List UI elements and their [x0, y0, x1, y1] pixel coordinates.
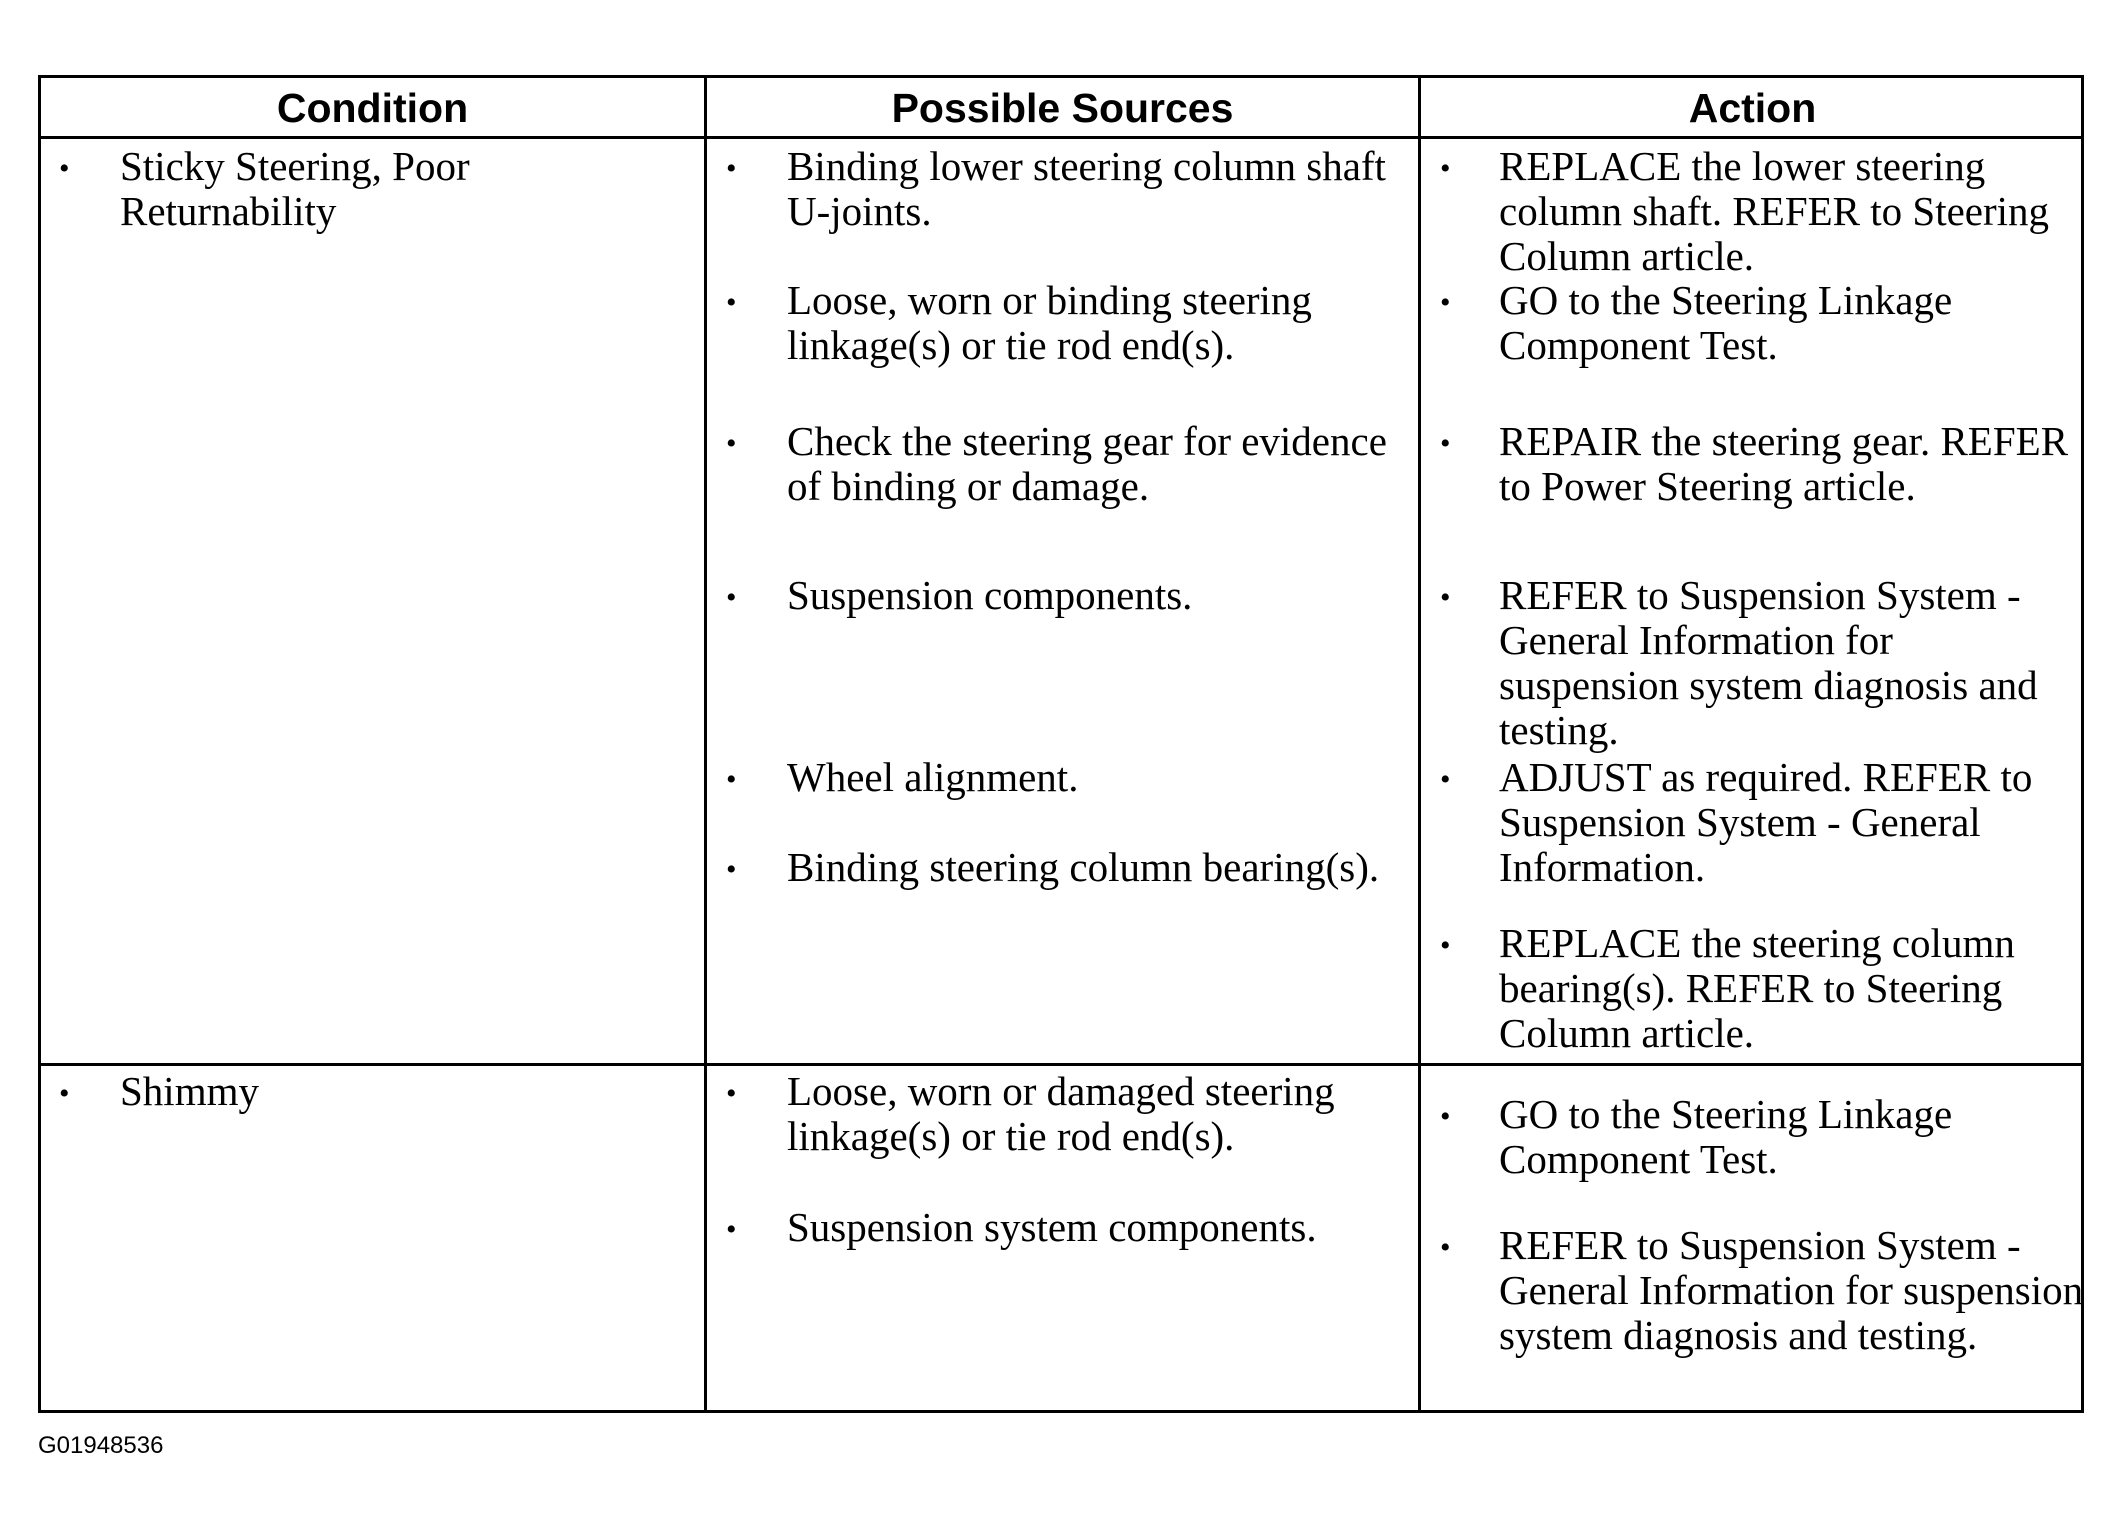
bullet-icon: • — [726, 1213, 737, 1246]
bullet-icon: • — [59, 152, 70, 185]
source-text: Suspension components. — [787, 572, 1193, 618]
bullet-icon: • — [1440, 152, 1451, 185]
bullet-icon: • — [1440, 1231, 1451, 1264]
bullet-icon: • — [1440, 427, 1451, 460]
action-text: GO to the Steering Linkage Component Test. — [1499, 1091, 1953, 1182]
diagnosis-table — [38, 75, 2084, 1413]
bullet-icon: • — [726, 1077, 737, 1110]
header-action: Action — [1688, 84, 1817, 131]
action-text: ADJUST as required. REFER to Suspension System - General Information. — [1499, 754, 2033, 890]
bullet-icon: • — [1440, 1100, 1451, 1133]
bullet-icon: • — [726, 581, 737, 614]
bullet-icon: • — [726, 152, 737, 185]
action-text: REFER to Suspension System - General Information for suspension system diagnosis and testing. — [1499, 1222, 2084, 1358]
action-text: GO to the Steering Linkage Component Test. — [1499, 277, 1953, 368]
column-divider — [1418, 78, 1421, 1410]
source-text: Suspension system components. — [787, 1204, 1317, 1250]
header-possible-sources: Possible Sources — [891, 84, 1234, 131]
bullet-icon: • — [59, 1077, 70, 1110]
action-text: REPLACE the steering column bearing(s). REFER to Steering Column article. — [1499, 920, 2015, 1056]
source-text: Binding lower steering column shaft U-joints. — [787, 143, 1386, 234]
action-text: REFER to Suspension System - General Information for suspension system diagnosis and testing. — [1499, 572, 2038, 753]
bullet-icon: • — [1440, 763, 1451, 796]
bullet-icon: • — [1440, 929, 1451, 962]
header-condition: Condition — [276, 84, 469, 131]
figure-id: G01948536 — [38, 1432, 164, 1459]
source-text: Check the steering gear for evidence of binding or damage. — [787, 418, 1387, 509]
source-text: Wheel alignment. — [787, 754, 1079, 800]
action-text: REPLACE the lower steering column shaft. REFER to Steering Column article. — [1499, 143, 2050, 279]
row-divider — [41, 1063, 2081, 1066]
bullet-icon: • — [726, 853, 737, 886]
condition-text: Sticky Steering, Poor Returnability — [120, 143, 470, 234]
bullet-icon: • — [726, 763, 737, 796]
source-text: Loose, worn or binding steering linkage(s) or tie rod end(s). — [787, 277, 1312, 368]
bullet-icon: • — [1440, 286, 1451, 319]
bullet-icon: • — [726, 427, 737, 460]
bullet-icon: • — [1440, 581, 1451, 614]
source-text: Loose, worn or damaged steering linkage(s) or tie rod end(s). — [787, 1068, 1335, 1159]
column-divider — [704, 78, 707, 1410]
condition-text: Shimmy — [120, 1068, 259, 1114]
source-text: Binding steering column bearing(s). — [787, 844, 1380, 890]
bullet-icon: • — [726, 286, 737, 319]
action-text: REPAIR the steering gear. REFER to Power Steering article. — [1499, 418, 2069, 509]
